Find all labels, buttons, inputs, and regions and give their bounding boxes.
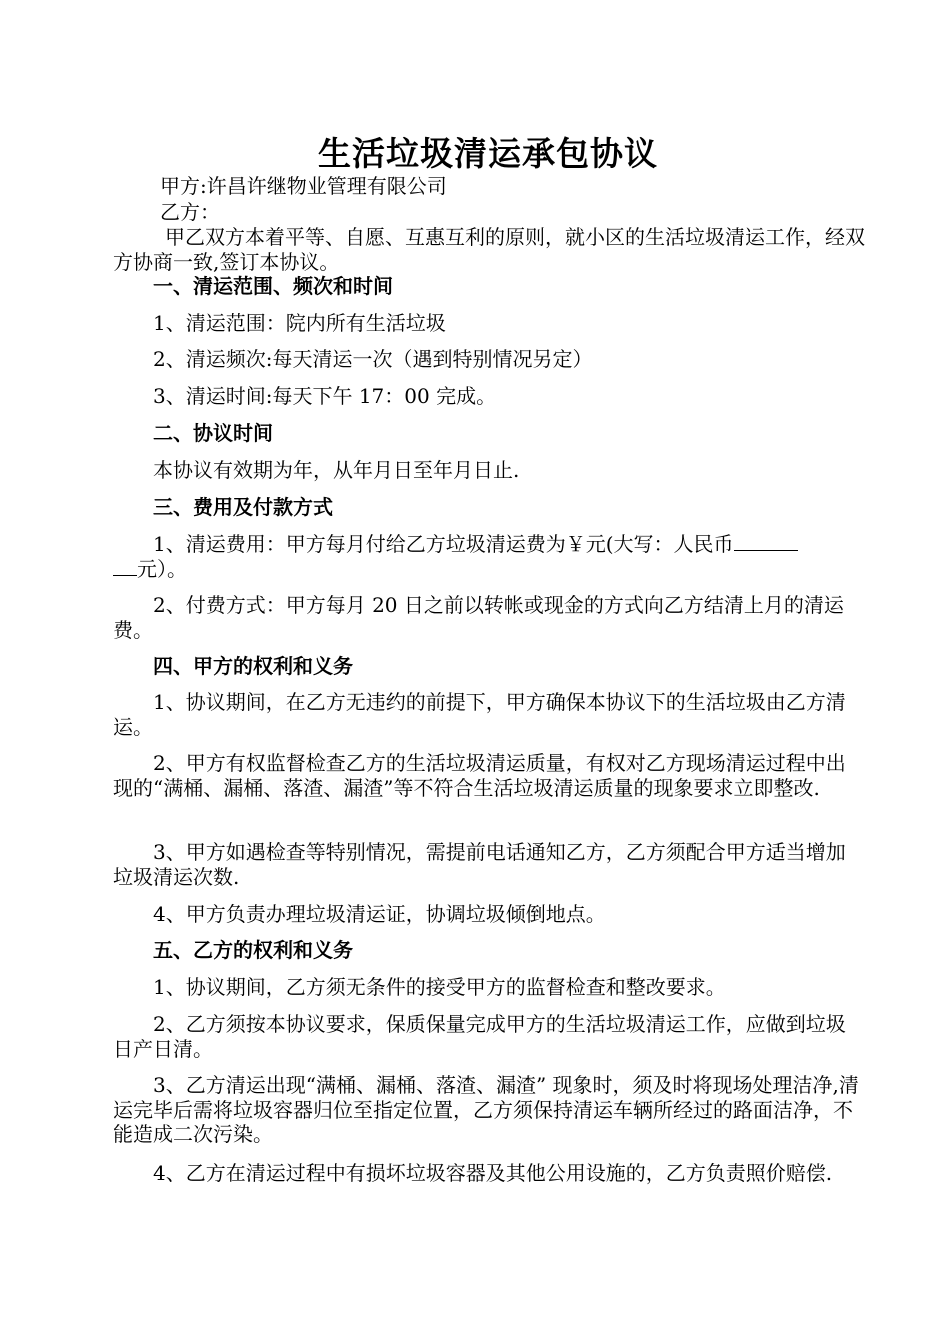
section-2-heading: 二、协议时间 xyxy=(153,421,273,445)
fee-line-1 xyxy=(153,532,798,556)
section-4-item: 1、协议期间，在乙方无违约的前提下，甲方确保本协议下的生活垃圾由乙方清运。 xyxy=(113,690,846,739)
fee-blank-continued xyxy=(113,557,137,576)
section-4-item: 3、甲方如遇检查等特别情况，需提前电话通知乙方，乙方须配合甲方适当增加垃圾清运次数. xyxy=(113,840,846,889)
fee-text-end: 元）。 xyxy=(137,557,187,581)
section-2-text: 本协议有效期为年，从年月日至年月日止. xyxy=(153,458,520,482)
section-5-item: 3、乙方清运出现“满桶、漏桶、落渣、漏渣” 现象时，须及时将现场处理洁净,清运完毕后需将垃圾容器归位至指定位置，乙方须保持清运车辆所经过的路面洁净，不能造成二次污染。 xyxy=(113,1073,859,1146)
fee-line-2 xyxy=(113,557,187,581)
fee-text: 1、清运费用：甲方每月付给乙方垃圾清运费为￥元(大写：人民币 xyxy=(153,532,734,556)
section-5-item: 1、协议期间，乙方须无条件的接受甲方的监督检查和整改要求。 xyxy=(153,975,726,999)
section-4-heading: 四、甲方的权利和义务 xyxy=(153,654,353,678)
party-b: 乙方： xyxy=(160,200,220,224)
section-4-item: 2、甲方有权监督检查乙方的生活垃圾清运质量，有权对乙方现场清运过程中出现的“满桶、漏桶、落渣、漏渣”等不符合生活垃圾清运质量的现象要求立即整改. xyxy=(113,751,846,800)
section-1-heading: 一、清运范围、频次和时间 xyxy=(153,274,393,298)
section-5-heading: 五、乙方的权利和义务 xyxy=(153,938,353,962)
document-title: 生活垃圾清运承包协议 xyxy=(318,134,658,173)
section-1-item: 1、清运范围：院内所有生活垃圾 xyxy=(153,311,446,335)
section-5-item: 2、乙方须按本协议要求，保质保量完成甲方的生活垃圾清运工作，应做到垃圾日产日清。 xyxy=(113,1012,846,1061)
party-a: 甲方:许昌许继物业管理有限公司 xyxy=(160,174,447,198)
section-1-item: 3、清运时间:每天下午 17：00 完成。 xyxy=(153,384,497,408)
intro-paragraph: 甲乙双方本着平等、自愿、互惠互利的原则，就小区的生活垃圾清运工作，经双方协商一致,签订本协议。 xyxy=(113,225,865,274)
section-4-item: 4、甲方负责办理垃圾清运证，协调垃圾倾倒地点。 xyxy=(153,902,606,926)
section-3-heading: 三、费用及付款方式 xyxy=(153,495,333,519)
section-5-item: 4、乙方在清运过程中有损坏垃圾容器及其他公用设施的，乙方负责照价赔偿. xyxy=(153,1161,833,1185)
fee-blank xyxy=(734,532,798,551)
payment-paragraph: 2、付费方式：甲方每月 20 日之前以转帐或现金的方式向乙方结清上月的清运费。 xyxy=(113,593,844,642)
section-1-item: 2、清运频次:每天清运一次（遇到特别情况另定） xyxy=(153,347,593,371)
